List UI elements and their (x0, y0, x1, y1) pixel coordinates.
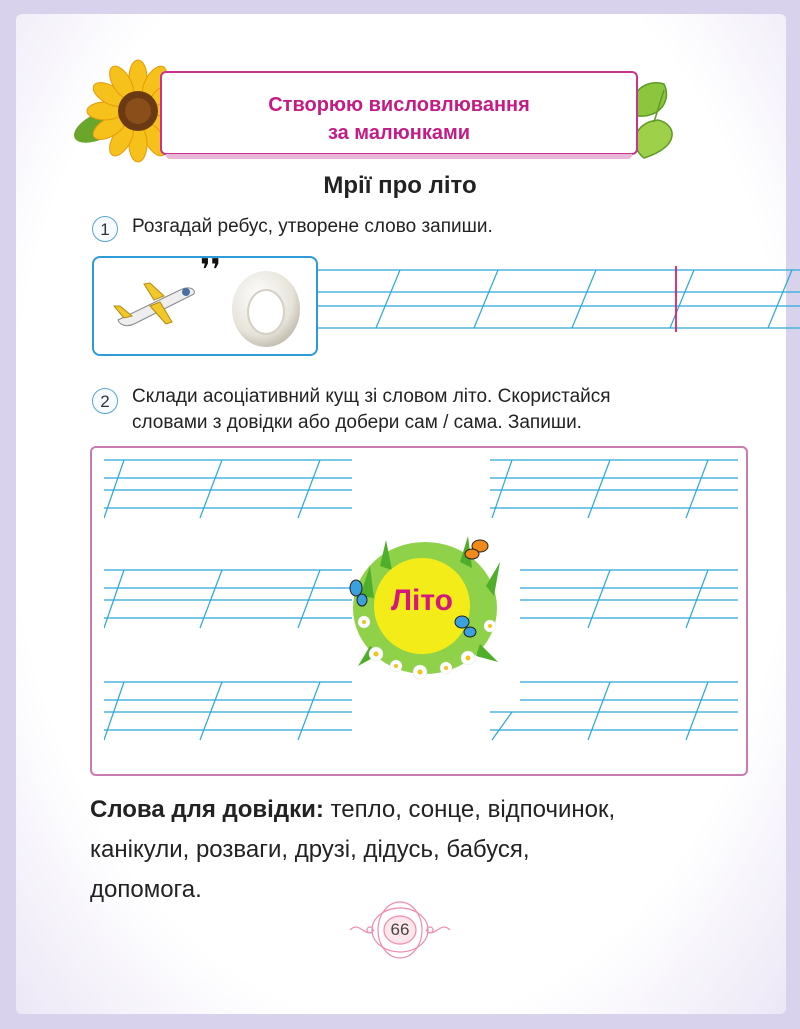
association-lines-right (490, 456, 740, 756)
task-2-text-line2: словами з довідки або добери сам / сама. Запиши. (132, 412, 582, 433)
task-1-text: Розгадай ребус, утворене слово запиши. (132, 216, 493, 237)
center-word-lito: Літо (390, 584, 453, 617)
task-2-number: 2 (92, 388, 118, 414)
reference-label: Слова для довідки: (90, 796, 324, 823)
page-number: 66 (390, 920, 410, 939)
task-1-writing-lines (318, 266, 800, 336)
reference-words-line2: канікули, розваги, друзі, дідусь, бабуся, (90, 836, 530, 863)
quote-marks-icon: ❜❜ (200, 254, 221, 287)
reference-words (90, 790, 770, 910)
task-2-text (132, 384, 611, 436)
association-lines-left (104, 456, 354, 756)
bagel-o-icon (228, 268, 304, 350)
reference-line1 (90, 790, 770, 830)
header-title-line1: Створюю висловлювання (268, 94, 530, 116)
reference-words-line3: допомога. (90, 876, 202, 903)
task-1-number: 1 (92, 216, 118, 242)
rebus-box (92, 256, 318, 356)
lesson-title: Мрії про літо (323, 172, 477, 199)
header-title-line2: за малюнками (327, 122, 471, 144)
airplane-icon (110, 276, 210, 336)
header-title (162, 91, 636, 147)
task-2-text-line1: Склади асоціативний кущ зі словом літо. Скористайся (132, 386, 611, 407)
reference-words-line1: тепло, сонце, відпочинок, (323, 796, 616, 823)
header-banner (160, 71, 638, 155)
